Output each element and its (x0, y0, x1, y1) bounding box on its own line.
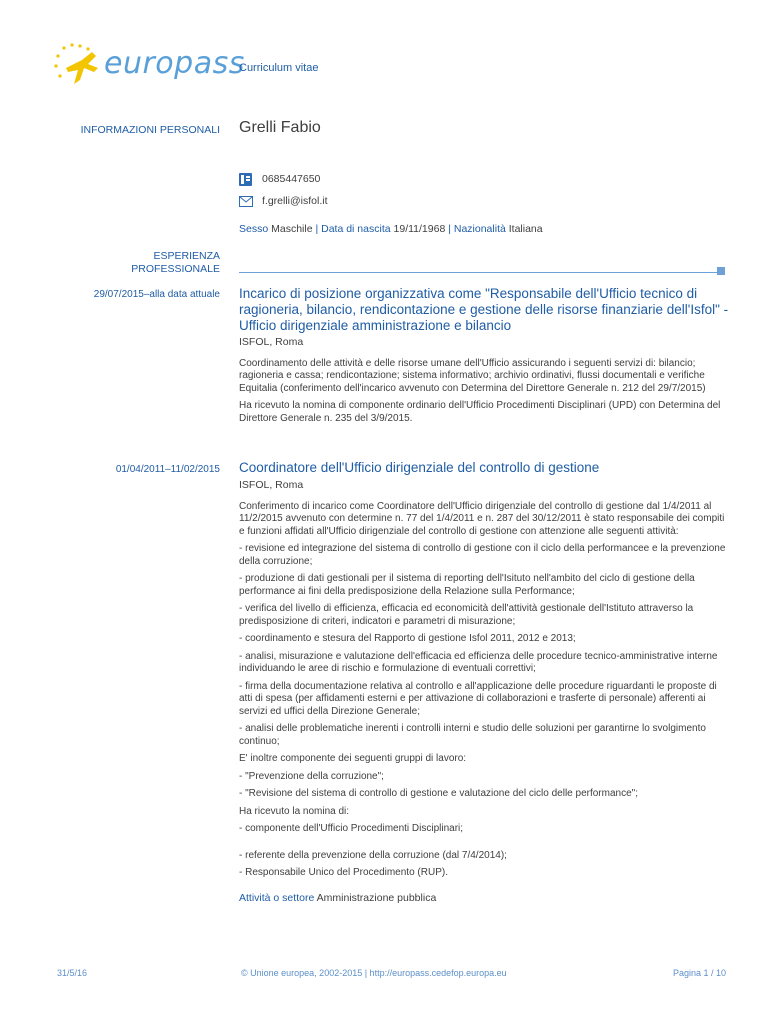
sector-label: Attività o settore (239, 891, 315, 904)
job-1-dates: 29/07/2015–alla data attuale (93, 289, 220, 300)
birth-label: Data di nascita (321, 223, 391, 235)
envelope-icon (239, 196, 253, 207)
job-2-paragraph: - analisi, misurazione e valutazione dell'efficacia ed efficienza delle procedure tecnico-amministrative interne individuando le aree di rischio e formulazione di eventuali correttivi; (239, 650, 718, 674)
section-label-experience (60, 250, 220, 276)
section-label-line-1: ESPERIENZA (153, 250, 220, 262)
job-2-paragraph: - verifica del livello di efficienza, efficacia ed economicità dell'attività gestionale dell'Istituto attraverso la predisposizione di criteri, indicatori e parametri di misurazione; (239, 603, 694, 627)
job-1-entry (239, 286, 729, 430)
sex-value: Maschile (271, 223, 313, 235)
job-1-paragraph: Ha ricevuto la nomina di componente ordinario dell'Ufficio Procedimenti Disciplinari (UPD) con Determina del Direttore Generale n. 235 del 3/9/2015. (239, 400, 721, 424)
sex-label: Sesso (239, 223, 269, 235)
job-1-paragraph: Coordinamento delle attività e delle risorse umane dell'Ufficio assicurando i seguenti servizi di: bilancio; ragioneria e cassa; rendicontazione; sistema informativo; archivio ordinativi, flussi documentali e verifiche Equitalia (conferimento dell'incarico avvenuto con Determina del Direttore Generale n. 212 del 29/7/2015) (239, 357, 706, 394)
doc-title: Curriculum vitae (239, 62, 319, 74)
job-2-paragraph: - firma della documentazione relativa al controllo e all'applicazione delle procedure riguardanti le proposte di atti di spesa (per affidamenti esterni e per attivazione di collaborazioni e trasferte di personale) afferenti ai servizi ed uffici della Direzione Generale; (239, 680, 717, 717)
job-2-paragraph: - "Revisione del sistema di controllo di gestione e valutazione del ciclo delle performance"; (239, 788, 638, 799)
logo-wordmark: europass (104, 46, 245, 81)
job-2-employer: ISFOL, Roma (239, 479, 304, 491)
job-1-title: Incarico di posizione organizzativa come "Responsabile dell'Ufficio tecnico di ragioneria, bilancio, rendicontazione e gestione delle risorse finanziarie dell'Isfol" - Ufficio dirigenziale amministrazione e bilancio (239, 286, 729, 333)
job-2-paragraph: - analisi delle problematiche inerenti i controlli interni e studio delle soluzioni per garantirne lo svolgimento continuo; (239, 723, 706, 747)
job-1-description (239, 358, 729, 426)
person-name: Grelli Fabio (239, 119, 321, 136)
section-label-personal: INFORMAZIONI PERSONALI (80, 124, 220, 136)
job-2-paragraph: Conferimento di incarico come Coordinatore dell'Ufficio dirigenziale del controllo di gestione dal 1/4/2011 al 11/2/2015 avvenuto con determine n. 77 del 1/4/2011 e n. 287 del 30/12/2011 è stato responsabile dei compiti e funzioni affidati all'Ufficio dirigenziale del controllo di gestione con attenzione alle seguenti attività: (239, 500, 725, 537)
footer-page-number: Pagina 1 / 10 (672, 968, 726, 978)
job-2-sector (239, 892, 729, 905)
phone-number: 0685447650 (262, 173, 321, 185)
job-2-dates: 01/04/2011–11/02/2015 (115, 464, 220, 475)
job-2-paragraph: - Responsabile Unico del Procedimento (RUP). (239, 867, 448, 878)
job-2-paragraph: E' inoltre componente dei seguenti gruppi di lavoro: (239, 753, 467, 764)
footer-date: 31/5/16 (57, 968, 88, 978)
footer-copyright: © Unione europea, 2002-2015 | http://europass.cedefop.europa.eu (241, 968, 507, 978)
job-2-title: Coordinatore dell'Ufficio dirigenziale del controllo di gestione (239, 460, 600, 475)
sector-value: Amministrazione pubblica (316, 891, 437, 904)
job-2-paragraph: - referente della prevenzione della corruzione (dal 7/4/2014); (239, 849, 507, 861)
birth-value: 19/11/1968 (393, 223, 446, 235)
job-2-entry (239, 460, 729, 904)
job-1-employer: ISFOL, Roma (239, 336, 304, 348)
email-address[interactable]: f.grelli@isfol.it (262, 195, 328, 207)
separator: | (315, 223, 319, 235)
job-2-paragraph: - componente dell'Ufficio Procedimenti Disciplinari; (239, 823, 464, 834)
divider-square-icon (717, 267, 725, 275)
nationality-value: Italiana (508, 223, 543, 235)
job-2-description (239, 501, 729, 880)
section-label-line-2: PROFESSIONALE (131, 263, 220, 275)
europass-logo (52, 40, 245, 90)
section-divider (239, 272, 717, 273)
job-2-paragraph: Ha ricevuto la nomina di: (239, 805, 350, 817)
phone-icon (239, 173, 252, 186)
job-2-paragraph: - "Prevenzione della corruzione"; (239, 770, 384, 782)
separator: | (448, 223, 451, 235)
job-2-paragraph: - produzione di dati gestionali per il sistema di reporting dell'Isituto nell'ambito del ciclo di gestione della performance ai fini della predisposizione della Relazione sulla Performance; (239, 573, 695, 597)
personal-details-line (239, 223, 543, 235)
job-2-paragraph: - revisione ed integrazione del sistema di controllo di gestione con il ciclo della performancee e la prevenzione della corruzione; (239, 543, 726, 567)
nationality-label: Nazionalità (453, 223, 506, 235)
job-2-paragraph: - coordinamento e stesura del Rapporto di gestione Isfol 2011, 2012 e 2013; (239, 633, 576, 644)
